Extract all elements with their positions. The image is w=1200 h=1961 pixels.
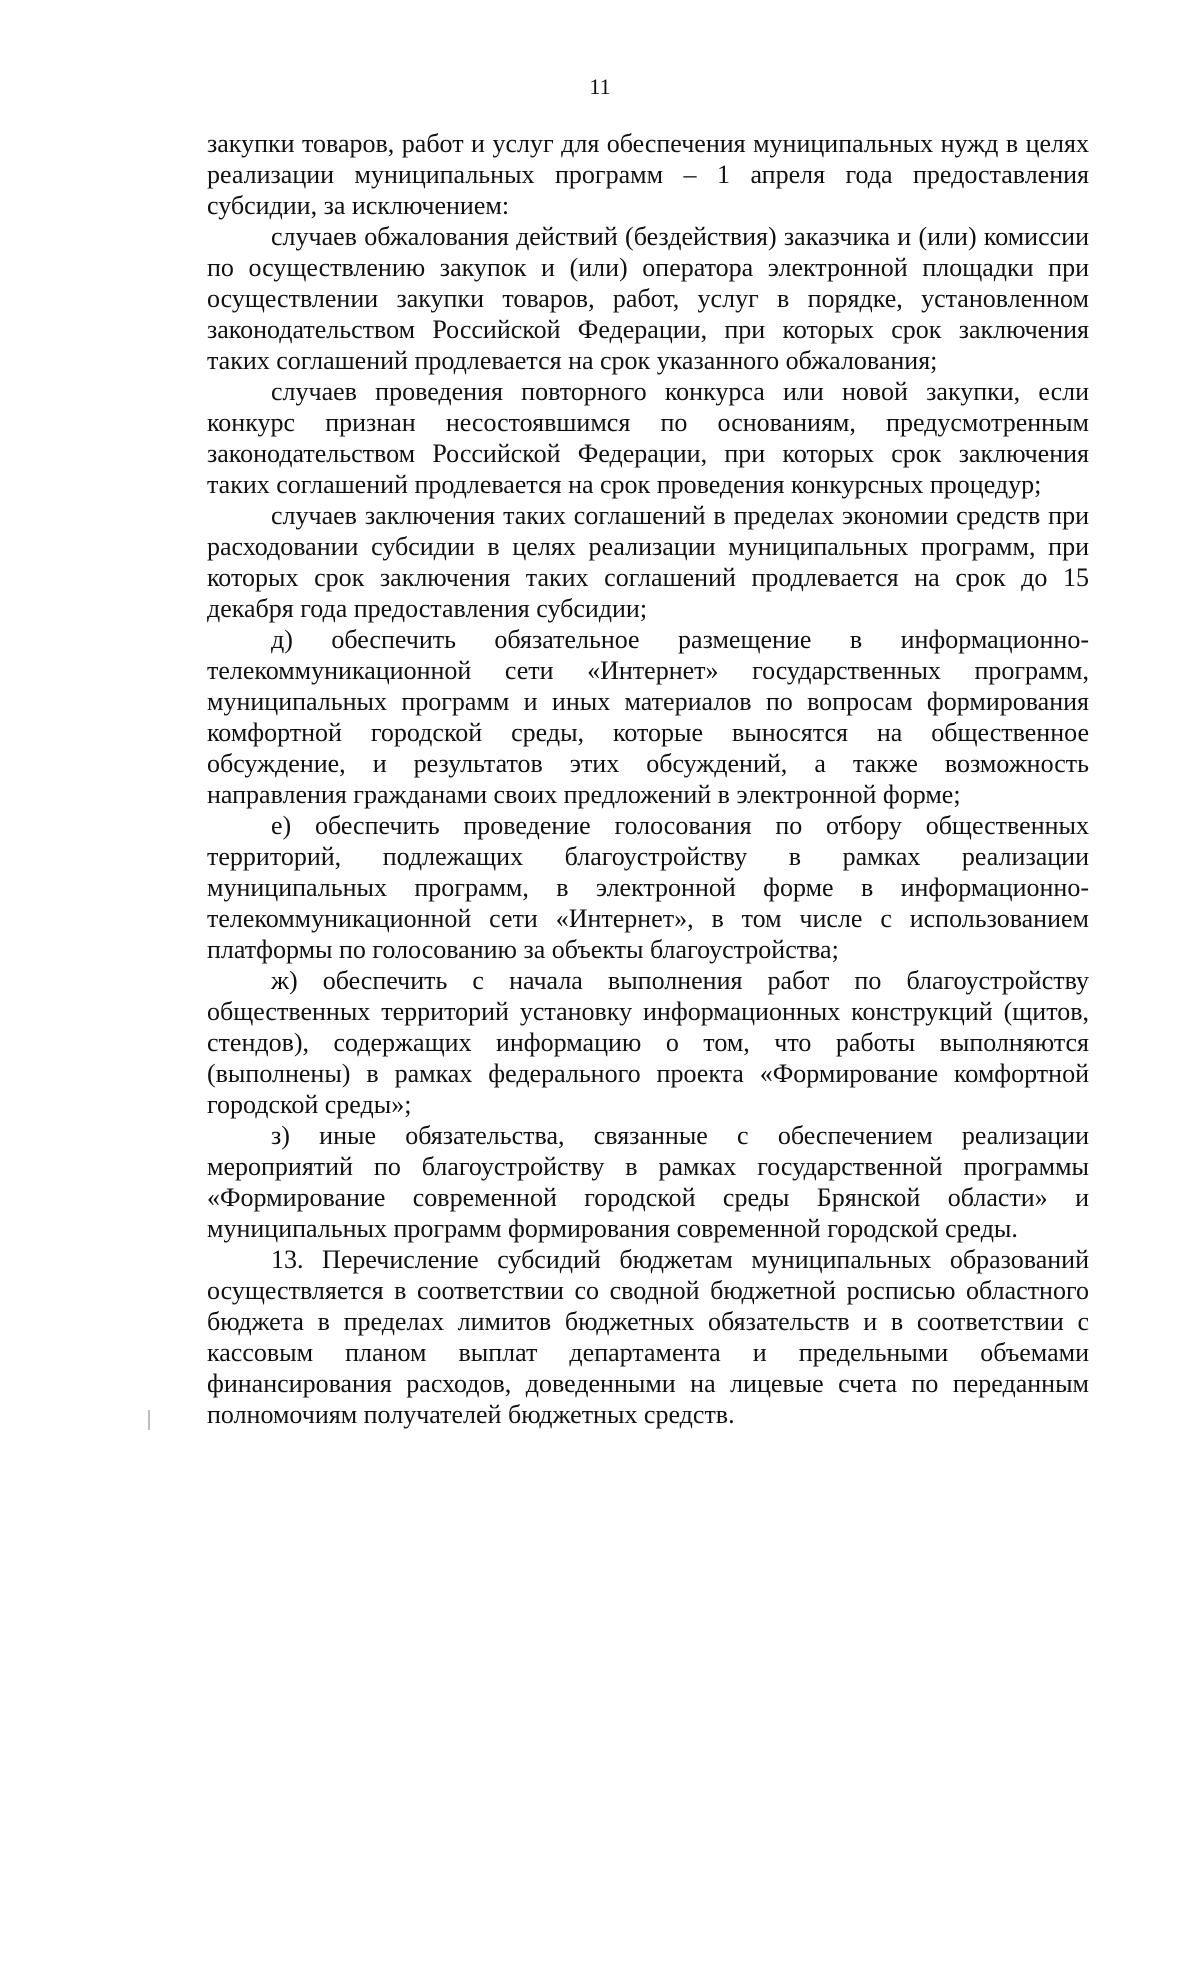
document-body	[207, 128, 1089, 1430]
paragraph-continuation: закупки товаров, работ и услуг для обеспечения муниципальных нужд в целях реализации муниципальных программ – 1 апреля года предоставления субсидии, за исключением:	[207, 129, 1089, 220]
paragraph-exception-savings: случаев заключения таких соглашений в пределах экономии средств при расходовании субсидии в целях реализации муниципальных программ, при которых срок заключения таких соглашений продлевается на срок до 15 декабря года предоставления субсидии;	[207, 501, 1089, 623]
paragraph-item-d: д) обеспечить обязательное размещение в информационно-телекоммуникационной сети «Интернет» государственных программ, муниципальных программ и иных материалов по вопросам формирования комфортной городской среды, которые выносятся на общественное обсуждение, и результатов этих обсуждений, а также возможность направления гражданами своих предложений в электронной форме;	[207, 625, 1089, 809]
paragraph-item-e: е) обеспечить проведение голосования по отбору общественных территорий, подлежащих благоустройству в рамках реализации муниципальных программ, в электронной форме в информационно-телекоммуникационной сети «Интернет», в том числе с использованием платформы по голосованию за объекты благоустройства;	[207, 811, 1089, 964]
paragraph-section-13: 13. Перечисление субсидий бюджетам муниципальных образований осуществляется в соответствии со сводной бюджетной росписью областного бюджета в пределах лимитов бюджетных обязательств и в соответствии с кассовым планом выплат департамента и предельными объемами финансирования расходов, доведенными на лицевые счета по переданным полномочиям получателей бюджетных средств.	[207, 1245, 1089, 1429]
paragraph-item-z: з) иные обязательства, связанные с обеспечением реализации мероприятий по благоустройству в рамках государственной программы «Формирование современной городской среды Брянской области» и муниципальных программ формирования современной городской среды.	[207, 1121, 1089, 1243]
paragraph-exception-repeat-tender: случаев проведения повторного конкурса или новой закупки, если конкурс признан несостоявшимся по основаниям, предусмотренным законодательством Российской Федерации, при которых срок заключения таких соглашений продлевается на срок проведения конкурсных процедур;	[207, 377, 1089, 499]
page-number: 11	[589, 74, 611, 99]
paragraph-item-zh: ж) обеспечить с начала выполнения работ по благоустройству общественных территорий установку информационных конструкций (щитов, стендов), содержащих информацию о том, что работы выполняются (выполнены) в рамках федерального проекта «Формирование комфортной городской среды»;	[207, 966, 1089, 1119]
paragraph-exception-appeal: случаев обжалования действий (бездействия) заказчика и (или) комиссии по осуществлению закупок и (или) оператора электронной площадки при осуществлении закупки товаров, работ, услуг в порядке, установленном законодательством Российской Федерации, при которых срок заключения таких соглашений продлевается на срок указанного обжалования;	[207, 222, 1089, 375]
margin-mark	[148, 1410, 150, 1430]
